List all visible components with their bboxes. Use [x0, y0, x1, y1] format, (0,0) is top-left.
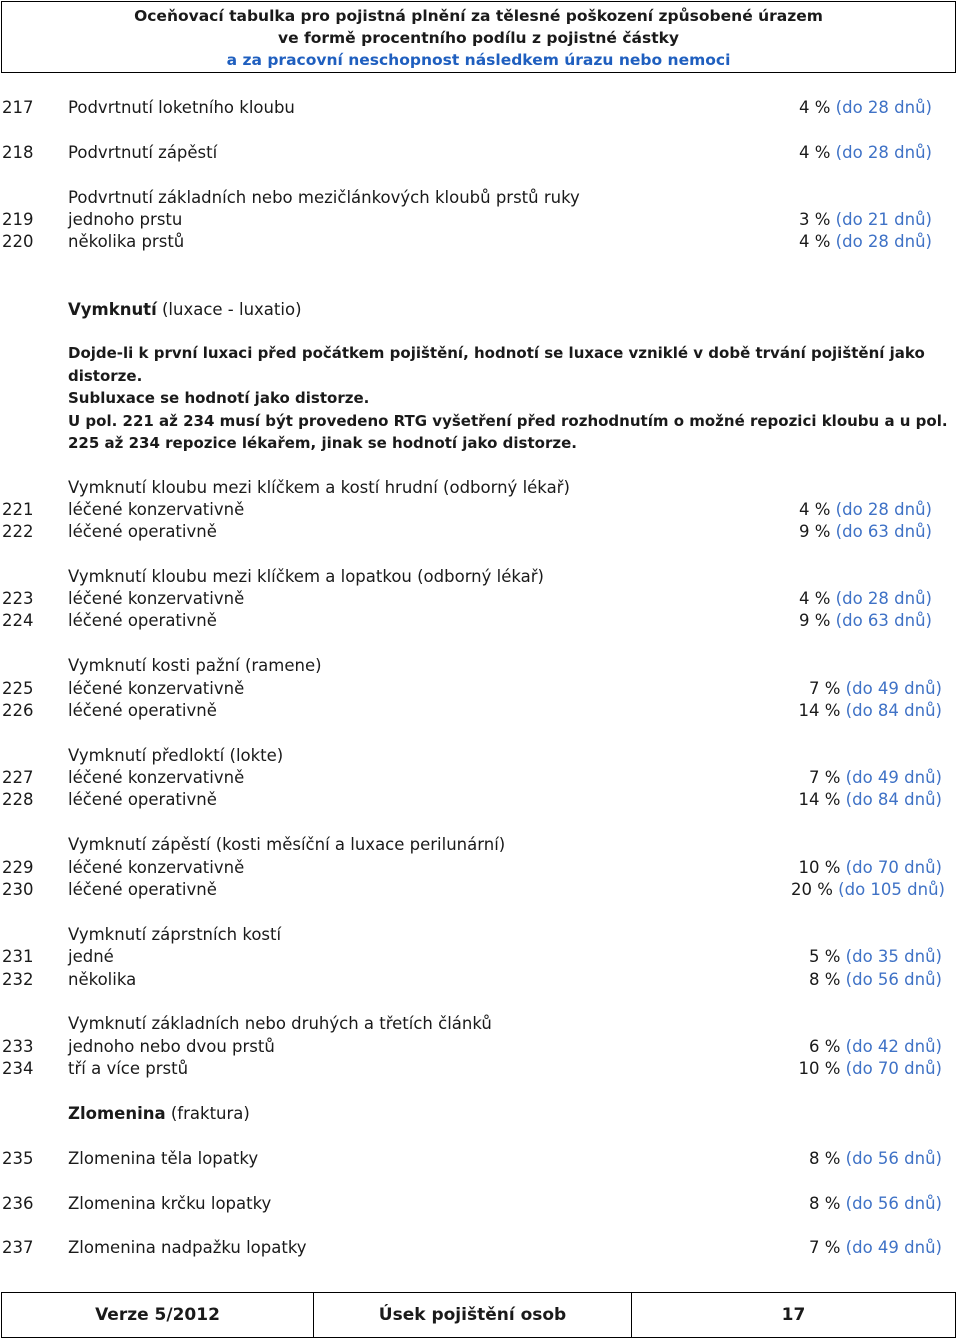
item-number: 232 [2, 970, 34, 989]
item-number: 236 [2, 1194, 34, 1213]
item-number: 225 [2, 679, 34, 698]
section-title: Vymknutí [68, 300, 157, 319]
item-days: (do 28 dnů) [835, 143, 932, 162]
item-value [809, 1147, 942, 1171]
item-days: (do 21 dnů) [835, 210, 932, 229]
item-days: (do 56 dnů) [845, 1149, 942, 1168]
item-number: 227 [2, 768, 34, 787]
item-value [799, 609, 932, 633]
item-description: léčené konzervativně [68, 679, 245, 698]
item-value [809, 1192, 942, 1216]
item-description [68, 298, 302, 322]
item-text: 4 % [799, 98, 831, 117]
footer-version: Verze 5/2012 [2, 1293, 314, 1337]
document-header [1, 1, 956, 73]
note-paragraph: U pol. 221 až 234 musí být provedeno RTG vyšetření před rozhodnutím o možné repozici kloubu a u pol. 225 až 234 repozice lékařem, jinak se hodnotí jako distorze. [68, 411, 948, 452]
section-heading [0, 298, 960, 322]
table-row [0, 208, 960, 232]
item-description: Vymknutí předloktí (lokte) [68, 746, 284, 765]
item-text: 20 % [791, 880, 833, 899]
table-row [0, 945, 960, 969]
item-days: (do 35 dnů) [845, 947, 942, 966]
item-description: tří a více prstů [68, 1059, 189, 1078]
item-number: 228 [2, 790, 34, 809]
item-description: léčené operativně [68, 701, 217, 720]
item-description: Zlomenina nadpažku lopatky [68, 1238, 307, 1257]
item-text: 3 % [799, 210, 831, 229]
item-value [809, 968, 942, 992]
item-description: léčené konzervativně [68, 589, 245, 608]
table-row [0, 699, 960, 723]
item-text: 8 % [809, 1194, 841, 1213]
item-value [799, 856, 943, 880]
item-description: jedné [68, 947, 114, 966]
item-description: jednoho nebo dvou prstů [68, 1037, 275, 1056]
item-days: (do 28 dnů) [835, 500, 932, 519]
table-row [0, 498, 960, 522]
item-description: několika [68, 970, 137, 989]
item-text: 10 % [798, 858, 841, 877]
item-number: 233 [2, 1037, 34, 1056]
item-description: Vymknutí zápěstí (kosti měsíční a luxace perilunární) [68, 835, 506, 854]
item-description: Vymknutí záprstních kostí [68, 925, 282, 944]
item-days: (do 49 dnů) [845, 1238, 942, 1257]
item-description [68, 1102, 250, 1126]
item-days: (do 28 dnů) [835, 98, 932, 117]
item-text: 14 % [798, 790, 841, 809]
section-note [68, 342, 956, 455]
table-row [0, 96, 960, 120]
item-text: 6 % [809, 1037, 841, 1056]
footer-department: Úsek pojištění osob [314, 1293, 632, 1337]
item-text: 10 % [798, 1059, 841, 1078]
table-row [0, 1057, 960, 1081]
group-heading [0, 1012, 960, 1036]
group-heading [0, 923, 960, 947]
group-heading [0, 476, 960, 500]
item-number: 223 [2, 589, 34, 608]
table-row [0, 141, 960, 165]
note-paragraph: Dojde-li k první luxaci před počátkem pojištění, hodnotí se luxace vzniklé v době trvání pojištění jako distorze. [68, 344, 925, 385]
item-description: léčené operativně [68, 790, 217, 809]
item-description: Zlomenina krčku lopatky [68, 1194, 272, 1213]
table-row [0, 1192, 960, 1216]
item-description: léčené operativně [68, 880, 217, 899]
item-days: (do 63 dnů) [835, 611, 932, 630]
item-value [799, 1057, 943, 1081]
item-value [809, 1035, 942, 1059]
item-description: Zlomenina těla lopatky [68, 1149, 259, 1168]
item-text: 4 % [799, 500, 831, 519]
table-row [0, 609, 960, 633]
item-description: léčené konzervativně [68, 500, 245, 519]
item-days: (do 56 dnů) [845, 1194, 942, 1213]
item-description: léčené konzervativně [68, 768, 245, 787]
item-text: 9 % [799, 611, 831, 630]
section-heading [0, 1102, 960, 1126]
group-heading [0, 744, 960, 768]
item-days: (do 28 dnů) [835, 589, 932, 608]
item-days: (do 105 dnů) [838, 880, 945, 899]
item-description: Vymknutí kloubu mezi klíčkem a lopatkou (odborný lékař) [68, 567, 544, 586]
item-value [791, 878, 945, 902]
group-heading [0, 654, 960, 678]
item-description: několika prstů [68, 232, 185, 251]
item-text: 7 % [809, 679, 841, 698]
item-value [799, 96, 932, 120]
item-value [799, 208, 932, 232]
item-value [799, 587, 932, 611]
table-row [0, 1035, 960, 1059]
item-number: 221 [2, 500, 34, 519]
item-number: 230 [2, 880, 34, 899]
item-value [799, 788, 943, 812]
note-paragraph: Subluxace se hodnotí jako distorze. [68, 389, 370, 407]
item-text: 8 % [809, 1149, 841, 1168]
group-heading [0, 565, 960, 589]
table-row [0, 788, 960, 812]
item-text: 7 % [809, 1238, 841, 1257]
item-number: 224 [2, 611, 34, 630]
group-heading [0, 833, 960, 857]
item-number: 217 [2, 98, 34, 117]
item-number: 234 [2, 1059, 34, 1078]
item-number: 229 [2, 858, 34, 877]
item-value [799, 230, 932, 254]
table-row [0, 230, 960, 254]
item-number: 220 [2, 232, 34, 251]
footer-page-number: 17 [781, 1305, 806, 1325]
item-number: 235 [2, 1149, 34, 1168]
item-number: 219 [2, 210, 34, 229]
item-days: (do 49 dnů) [845, 768, 942, 787]
item-text: 9 % [799, 522, 831, 541]
table-row [0, 766, 960, 790]
item-text: 5 % [809, 947, 841, 966]
item-text: (luxace - luxatio) [156, 300, 302, 319]
item-days: (do 70 dnů) [845, 858, 942, 877]
table-row [0, 1236, 960, 1260]
item-days: (do 28 dnů) [835, 232, 932, 251]
item-description: Podvrtnutí základních nebo mezičlánkových kloubů prstů ruky [68, 188, 580, 207]
item-description: Vymknutí základních nebo druhých a třetích článků [68, 1014, 492, 1033]
item-number: 222 [2, 522, 34, 541]
item-value [809, 766, 942, 790]
item-description: Podvrtnutí zápěstí [68, 143, 218, 162]
table-row [0, 587, 960, 611]
item-days: (do 84 dnů) [845, 701, 942, 720]
table-row [0, 1147, 960, 1171]
header-subtitle-blue: a za pracovní neschopnost následkem úrazu nebo nemoci [226, 51, 731, 69]
item-value [799, 498, 932, 522]
header-subtitle: ve formě procentního podílu z pojistné částky [277, 29, 680, 47]
item-number: 218 [2, 143, 34, 162]
item-days: (do 42 dnů) [845, 1037, 942, 1056]
item-description: jednoho prstu [68, 210, 183, 229]
table-row [0, 677, 960, 701]
item-number: 231 [2, 947, 34, 966]
item-value [809, 945, 942, 969]
item-description: Vymknutí kosti pažní (ramene) [68, 656, 322, 675]
table-row [0, 856, 960, 880]
table-row [0, 520, 960, 544]
group-heading [0, 186, 960, 210]
header-title: Oceňovací tabulka pro pojistná plnění za tělesné poškození způsobené úrazem [134, 7, 823, 25]
item-description: Podvrtnutí loketního kloubu [68, 98, 295, 117]
item-description: léčené operativně [68, 611, 217, 630]
item-text: 8 % [809, 970, 841, 989]
item-days: (do 84 dnů) [845, 790, 942, 809]
item-description: léčené konzervativně [68, 858, 245, 877]
table-row [0, 878, 960, 902]
item-days: (do 56 dnů) [845, 970, 942, 989]
item-text: 4 % [799, 232, 831, 251]
item-number: 226 [2, 701, 34, 720]
page-footer [1, 1292, 956, 1338]
item-text: 14 % [798, 701, 841, 720]
table-row [0, 968, 960, 992]
item-value [799, 699, 943, 723]
item-value [799, 520, 932, 544]
item-days: (do 49 dnů) [845, 679, 942, 698]
item-description: léčené operativně [68, 522, 217, 541]
item-text: 7 % [809, 768, 841, 787]
item-text: (fraktura) [165, 1104, 250, 1123]
item-text: 4 % [799, 143, 831, 162]
item-description: Vymknutí kloubu mezi klíčkem a kostí hrudní (odborný lékař) [68, 478, 570, 497]
section-title: Zlomenina [68, 1104, 166, 1123]
item-value [809, 1236, 942, 1260]
item-value [799, 141, 932, 165]
item-days: (do 63 dnů) [835, 522, 932, 541]
item-days: (do 70 dnů) [845, 1059, 942, 1078]
item-value [809, 677, 942, 701]
item-number: 237 [2, 1238, 34, 1257]
item-text: 4 % [799, 589, 831, 608]
